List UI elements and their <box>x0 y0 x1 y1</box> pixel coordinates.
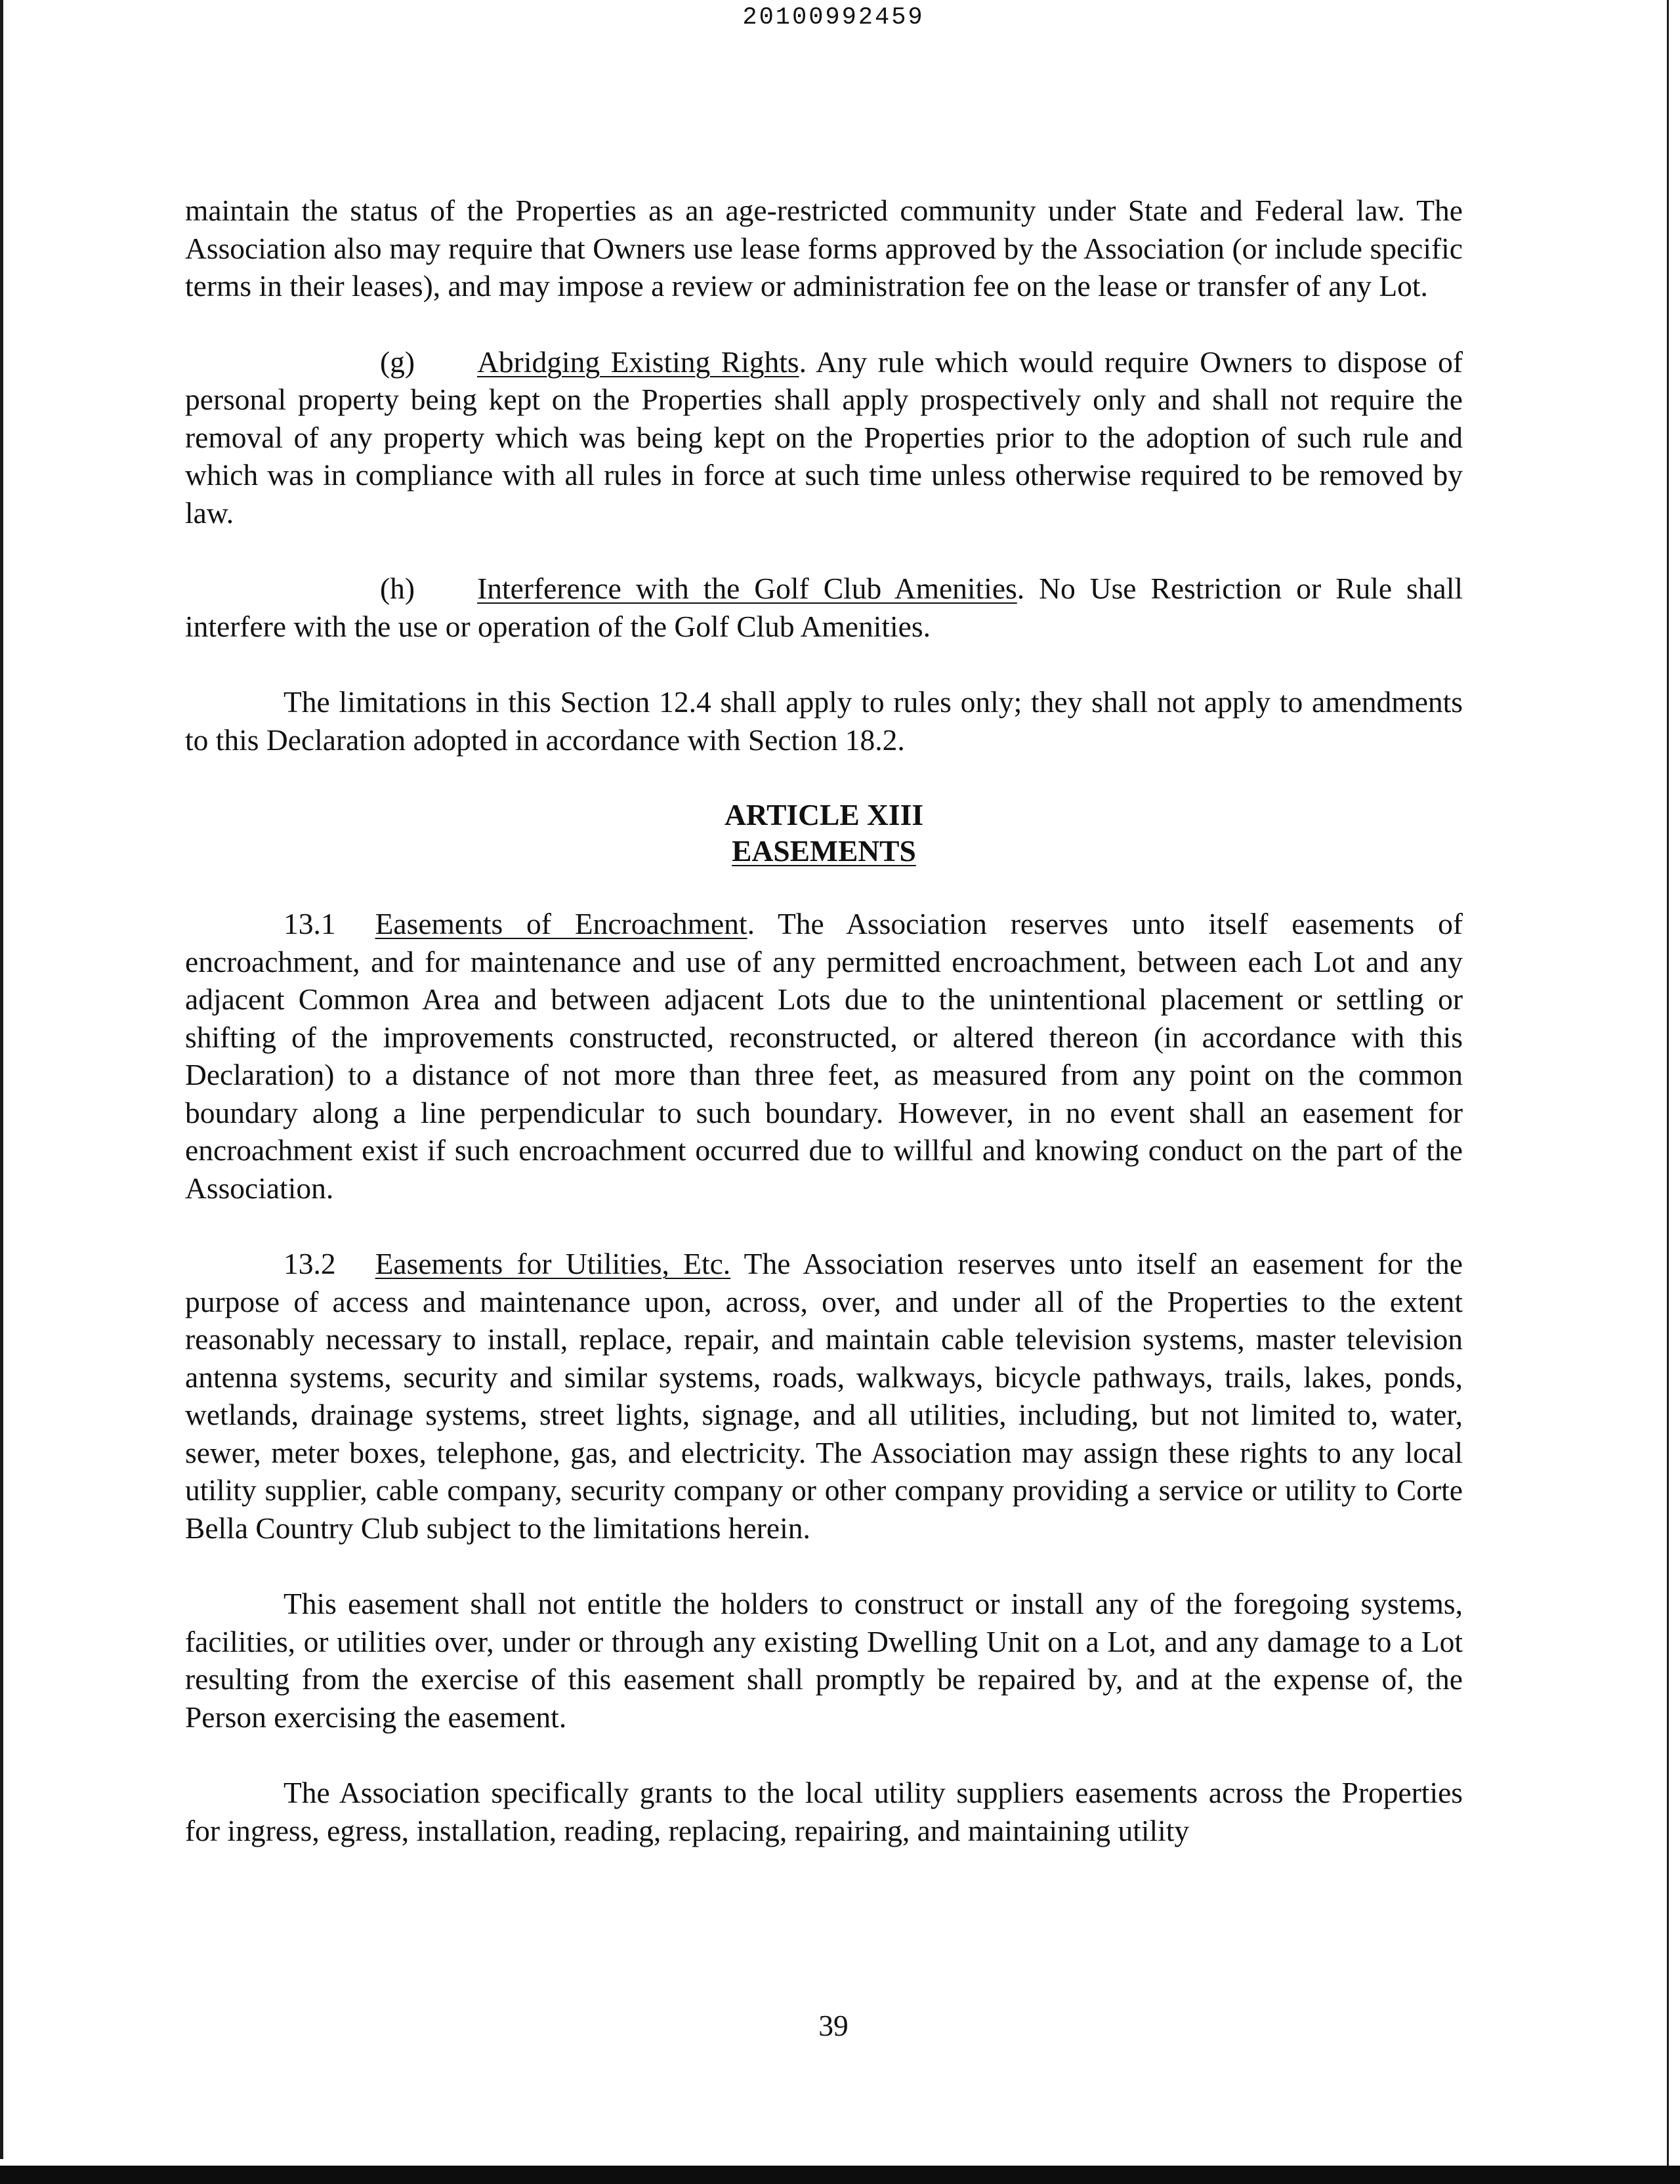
paragraph-h-text: . No Use Restriction or Rule shall interfere with the use or operation of the Golf Club Amenities. <box>185 572 1463 643</box>
section-13-1-title: Easements of Encroachment <box>375 907 747 940</box>
paragraph-lease-continuation: maintain the status of the Properties as an age-restricted community under State and Federal law. The Association also may require that Owners use lease forms approved by the Association (or include specific terms in their leases), and may impose a review or administration fee on the lease or transfer of any Lot. <box>185 194 1463 303</box>
document-page <box>185 192 1463 1849</box>
paragraph-h <box>185 570 1463 645</box>
heading-golf-club-amenities: Interference with the Golf Club Amenities <box>477 572 1017 605</box>
scan-border-bottom <box>0 2166 1680 2184</box>
article-heading <box>185 797 1463 869</box>
document-number: 20100992459 <box>742 4 925 32</box>
scan-border-left <box>0 0 3 2159</box>
paragraph-easement-limitation: This easement shall not entitle the holders to construct or install any of the foregoing systems, facilities, or utilities over, under or through any existing Dwelling Unit on a Lot, and any damage to a Lot resulting from the exercise of this easement shall promptly be repaired by, and at the expense of, the Person exercising the easement. <box>185 1587 1463 1734</box>
section-13-2-number: 13.2 <box>284 1247 336 1280</box>
section-13-1-number: 13.1 <box>284 907 336 940</box>
paragraph-limitations: The limitations in this Section 12.4 shall apply to rules only; they shall not apply to amendments to this Declaration adopted in accordance with Section 18.2. <box>185 685 1463 757</box>
section-13-2-title: Easements for Utilities, Etc. <box>375 1247 731 1280</box>
item-label-h: (h) <box>380 572 415 605</box>
paragraph-g-text: . Any rule which would require Owners to dispose of personal property being kept on the Properties shall apply prospectively only and shall not require the removal of any property which was being kept on the Properties prior to the adoption of such rule and which was in compliance with all rules in force at such time unless otherwise required to be removed by law. <box>185 345 1463 530</box>
section-13-1 <box>185 905 1463 1207</box>
section-13-2-text: The Association reserves unto itself an easement for the purpose of access and maintenance upon, across, over, and under all of the Properties to the extent reasonably necessary to install, replace, repair, and maintain cable television systems, master television antenna systems, security and similar systems, roads, walkways, bicycle pathways, trails, lakes, ponds, wetlands, drainage systems, street lights, signage, and all utilities, including, but not limited to, water, sewer, meter boxes, telephone, gas, and electricity. The Association may assign these rights to any local utility supplier, cable company, security company or other company providing a service or utility to Corte Bella Country Club subject to the limitations herein. <box>185 1247 1463 1545</box>
paragraph-g <box>185 343 1463 532</box>
section-13-2 <box>185 1245 1463 1547</box>
section-13-1-text: . The Association reserves unto itself easements of encroachment, and for maintenance and use of any permitted encroachment, between each Lot and any adjacent Common Area and between adjacent Lots due to the unintentional placement or settling or shifting of the improvements constructed, reconstructed, or altered thereon (in accordance with this Declaration) to a distance of not more than three feet, as measured from any point on the common boundary along a line perpendicular to such boundary. However, in no event shall an easement for encroachment exist if such encroachment occurred due to willful and knowing conduct on the part of the Association. <box>185 907 1463 1205</box>
article-number: ARTICLE XIII <box>724 798 924 831</box>
article-title: EASEMENTS <box>732 834 916 868</box>
paragraph-utility-grant: The Association specifically grants to the local utility suppliers easements across the Properties for ingress, egress, installation, reading, replacing, repairing, and maintaining utility <box>185 1776 1463 1847</box>
page-number: 39 <box>818 2009 849 2042</box>
heading-abridging-existing-rights: Abridging Existing Rights <box>477 345 799 379</box>
scan-border-right <box>1667 0 1669 2172</box>
item-label-g: (g) <box>380 345 415 379</box>
